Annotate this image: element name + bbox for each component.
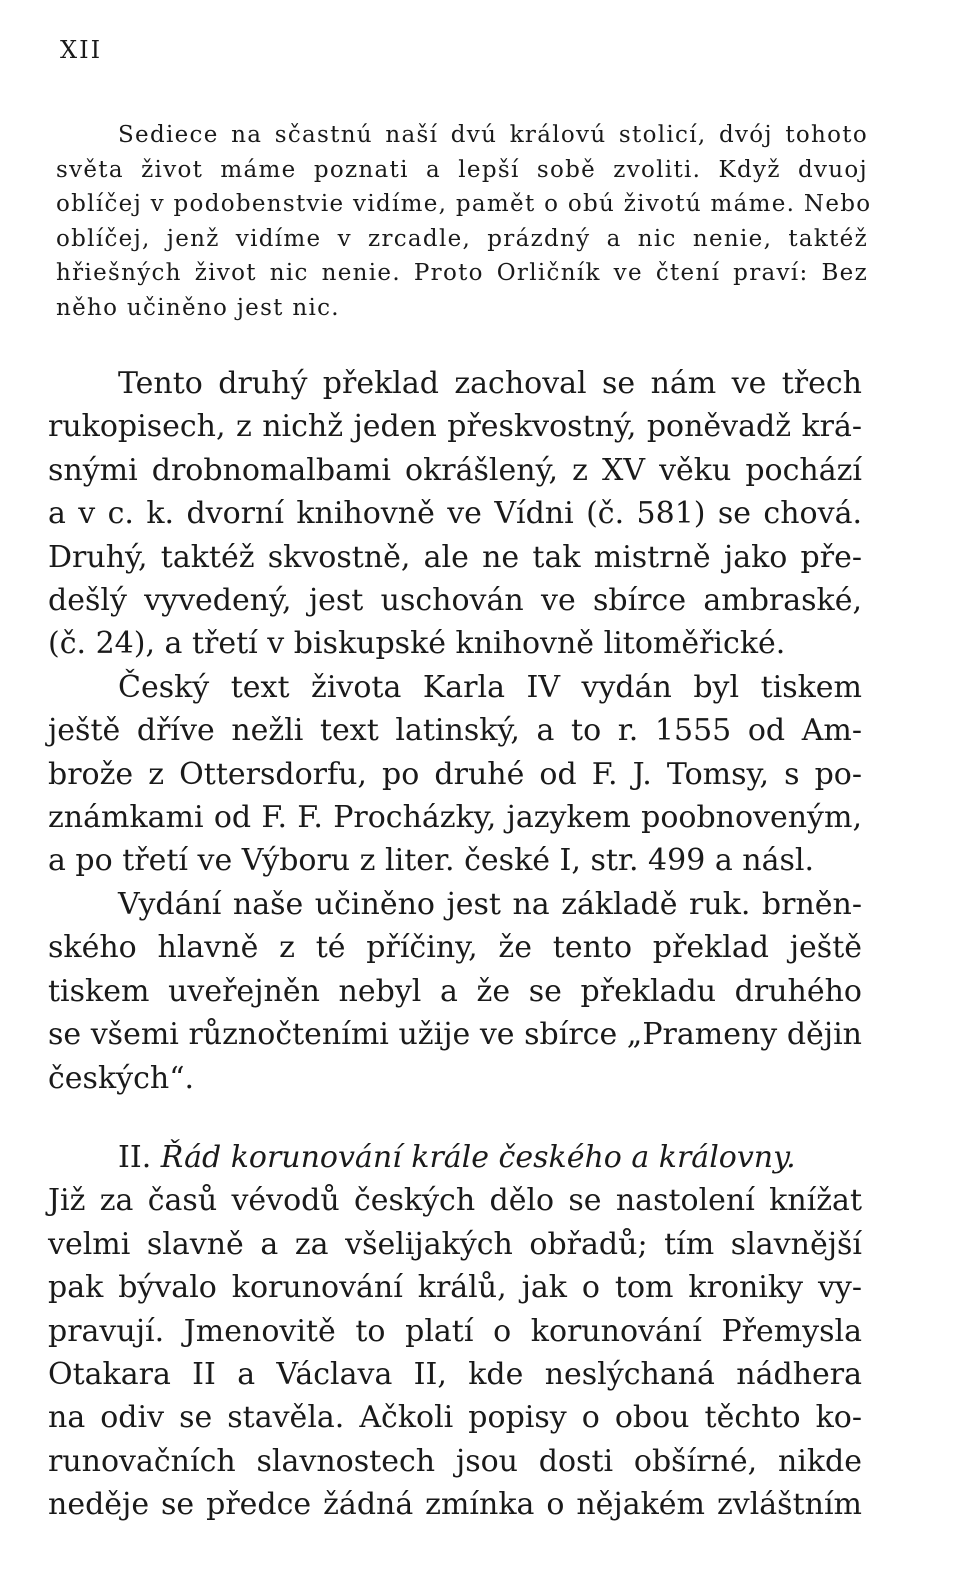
text-line: velmi slavně a za všelijakých obřadů; tím slavnější bbox=[48, 1226, 862, 1262]
text-line: ského hlavně z té příčiny, že tento překlad ještě bbox=[48, 930, 862, 966]
text-line: na odiv se stavěla. Ačkoli popisy o obou těchto ko- bbox=[48, 1400, 862, 1436]
quote-line: Sediece na sčastnú naší dvú královú stolicí, dvój tohoto bbox=[118, 122, 868, 148]
section-heading bbox=[48, 1136, 862, 1179]
text-line: se všemi různočteními užije ve sbírce „Prameny dějin bbox=[48, 1017, 862, 1053]
text-line: (č. 24), a třetí v biskupské knihovně litoměřické. bbox=[48, 626, 786, 662]
section-coronation-order bbox=[48, 1136, 862, 1527]
text-line: Vydání naše učiněno jest na základě ruk. brněn- bbox=[118, 886, 862, 922]
text-line: rukopisech, z nichž jeden přeskvostný, poněvadž krá- bbox=[48, 409, 862, 445]
quote-line: hřiešných život nic nenie. Proto Orličník ve čtení praví: Bez bbox=[56, 260, 868, 286]
text-line: pravují. Jmenovitě to platí o korunování Přemysla bbox=[48, 1313, 862, 1349]
text-line: Tento druhý překlad zachoval se nám ve třech bbox=[118, 366, 862, 401]
main-text bbox=[48, 362, 862, 1527]
text-line: Otakara II a Václava II, kde neslýchaná nádhera bbox=[48, 1356, 862, 1392]
text-line: a po třetí ve Výboru z liter. české I, str. 499 a násl. bbox=[48, 843, 814, 879]
section-title: Řád korunování krále českého a královny. bbox=[160, 1139, 796, 1175]
text-line: dešlý vyvedený, jest uschován ve sbírce ambraské, bbox=[48, 583, 862, 619]
text-line: českých“. bbox=[48, 1060, 195, 1096]
quote-line: světa život máme poznati a lepší sobě zvoliti. Když dvuoj bbox=[56, 156, 868, 183]
text-line: snými drobnomalbami okrášlený, z XV věku pochází bbox=[48, 452, 862, 488]
text-line: a v c. k. dvorní knihovně ve Vídni (č. 581) se chová. bbox=[48, 496, 862, 532]
paragraph-this-edition bbox=[48, 883, 862, 1100]
paragraph-manuscripts bbox=[48, 362, 862, 666]
paragraph-czech-text-editions bbox=[48, 666, 862, 883]
text-line: tiskem uveřejněn nebyl a že se překladu druhého bbox=[48, 973, 862, 1009]
text-line: Druhý, taktéž skvostně, ale ne tak mistrně jako pře- bbox=[48, 539, 862, 575]
text-line: známkami od F. F. Procházky, jazykem poobnoveným, bbox=[48, 800, 862, 836]
quote-line: oblíčej, jenž vidíme v zrcadle, prázdný a nic nenie, taktéž bbox=[56, 225, 868, 252]
page-number: XII bbox=[60, 36, 103, 64]
text-line: brože z Ottersdorfu, po druhé od F. J. Tomsy, s po- bbox=[48, 756, 862, 792]
section-number: II. bbox=[118, 1139, 152, 1175]
quote-line: oblíčej v podobenstvie vidíme, pamět o obú životú máme. Nebo bbox=[56, 191, 872, 217]
text-line: Český text života Karla IV vydán byl tiskem bbox=[118, 669, 862, 705]
text-line: Již za časů vévodů českých dělo se nastolení knížat bbox=[48, 1183, 862, 1219]
section-spacer bbox=[48, 1100, 862, 1136]
text-line: ještě dříve nežli text latinský, a to r. 1555 od Am- bbox=[48, 713, 862, 749]
quoted-old-czech-passage bbox=[56, 118, 872, 325]
text-line: pak bývalo korunování králů, jak o tom kroniky vy- bbox=[48, 1270, 862, 1306]
quote-line: něho učiněno jest nic. bbox=[56, 294, 340, 321]
text-line: neděje se předce žádná zmínka o nějakém zvláštním bbox=[48, 1487, 862, 1523]
text-line: runovačních slavnostech jsou dosti obšírné, nikde bbox=[48, 1443, 862, 1479]
